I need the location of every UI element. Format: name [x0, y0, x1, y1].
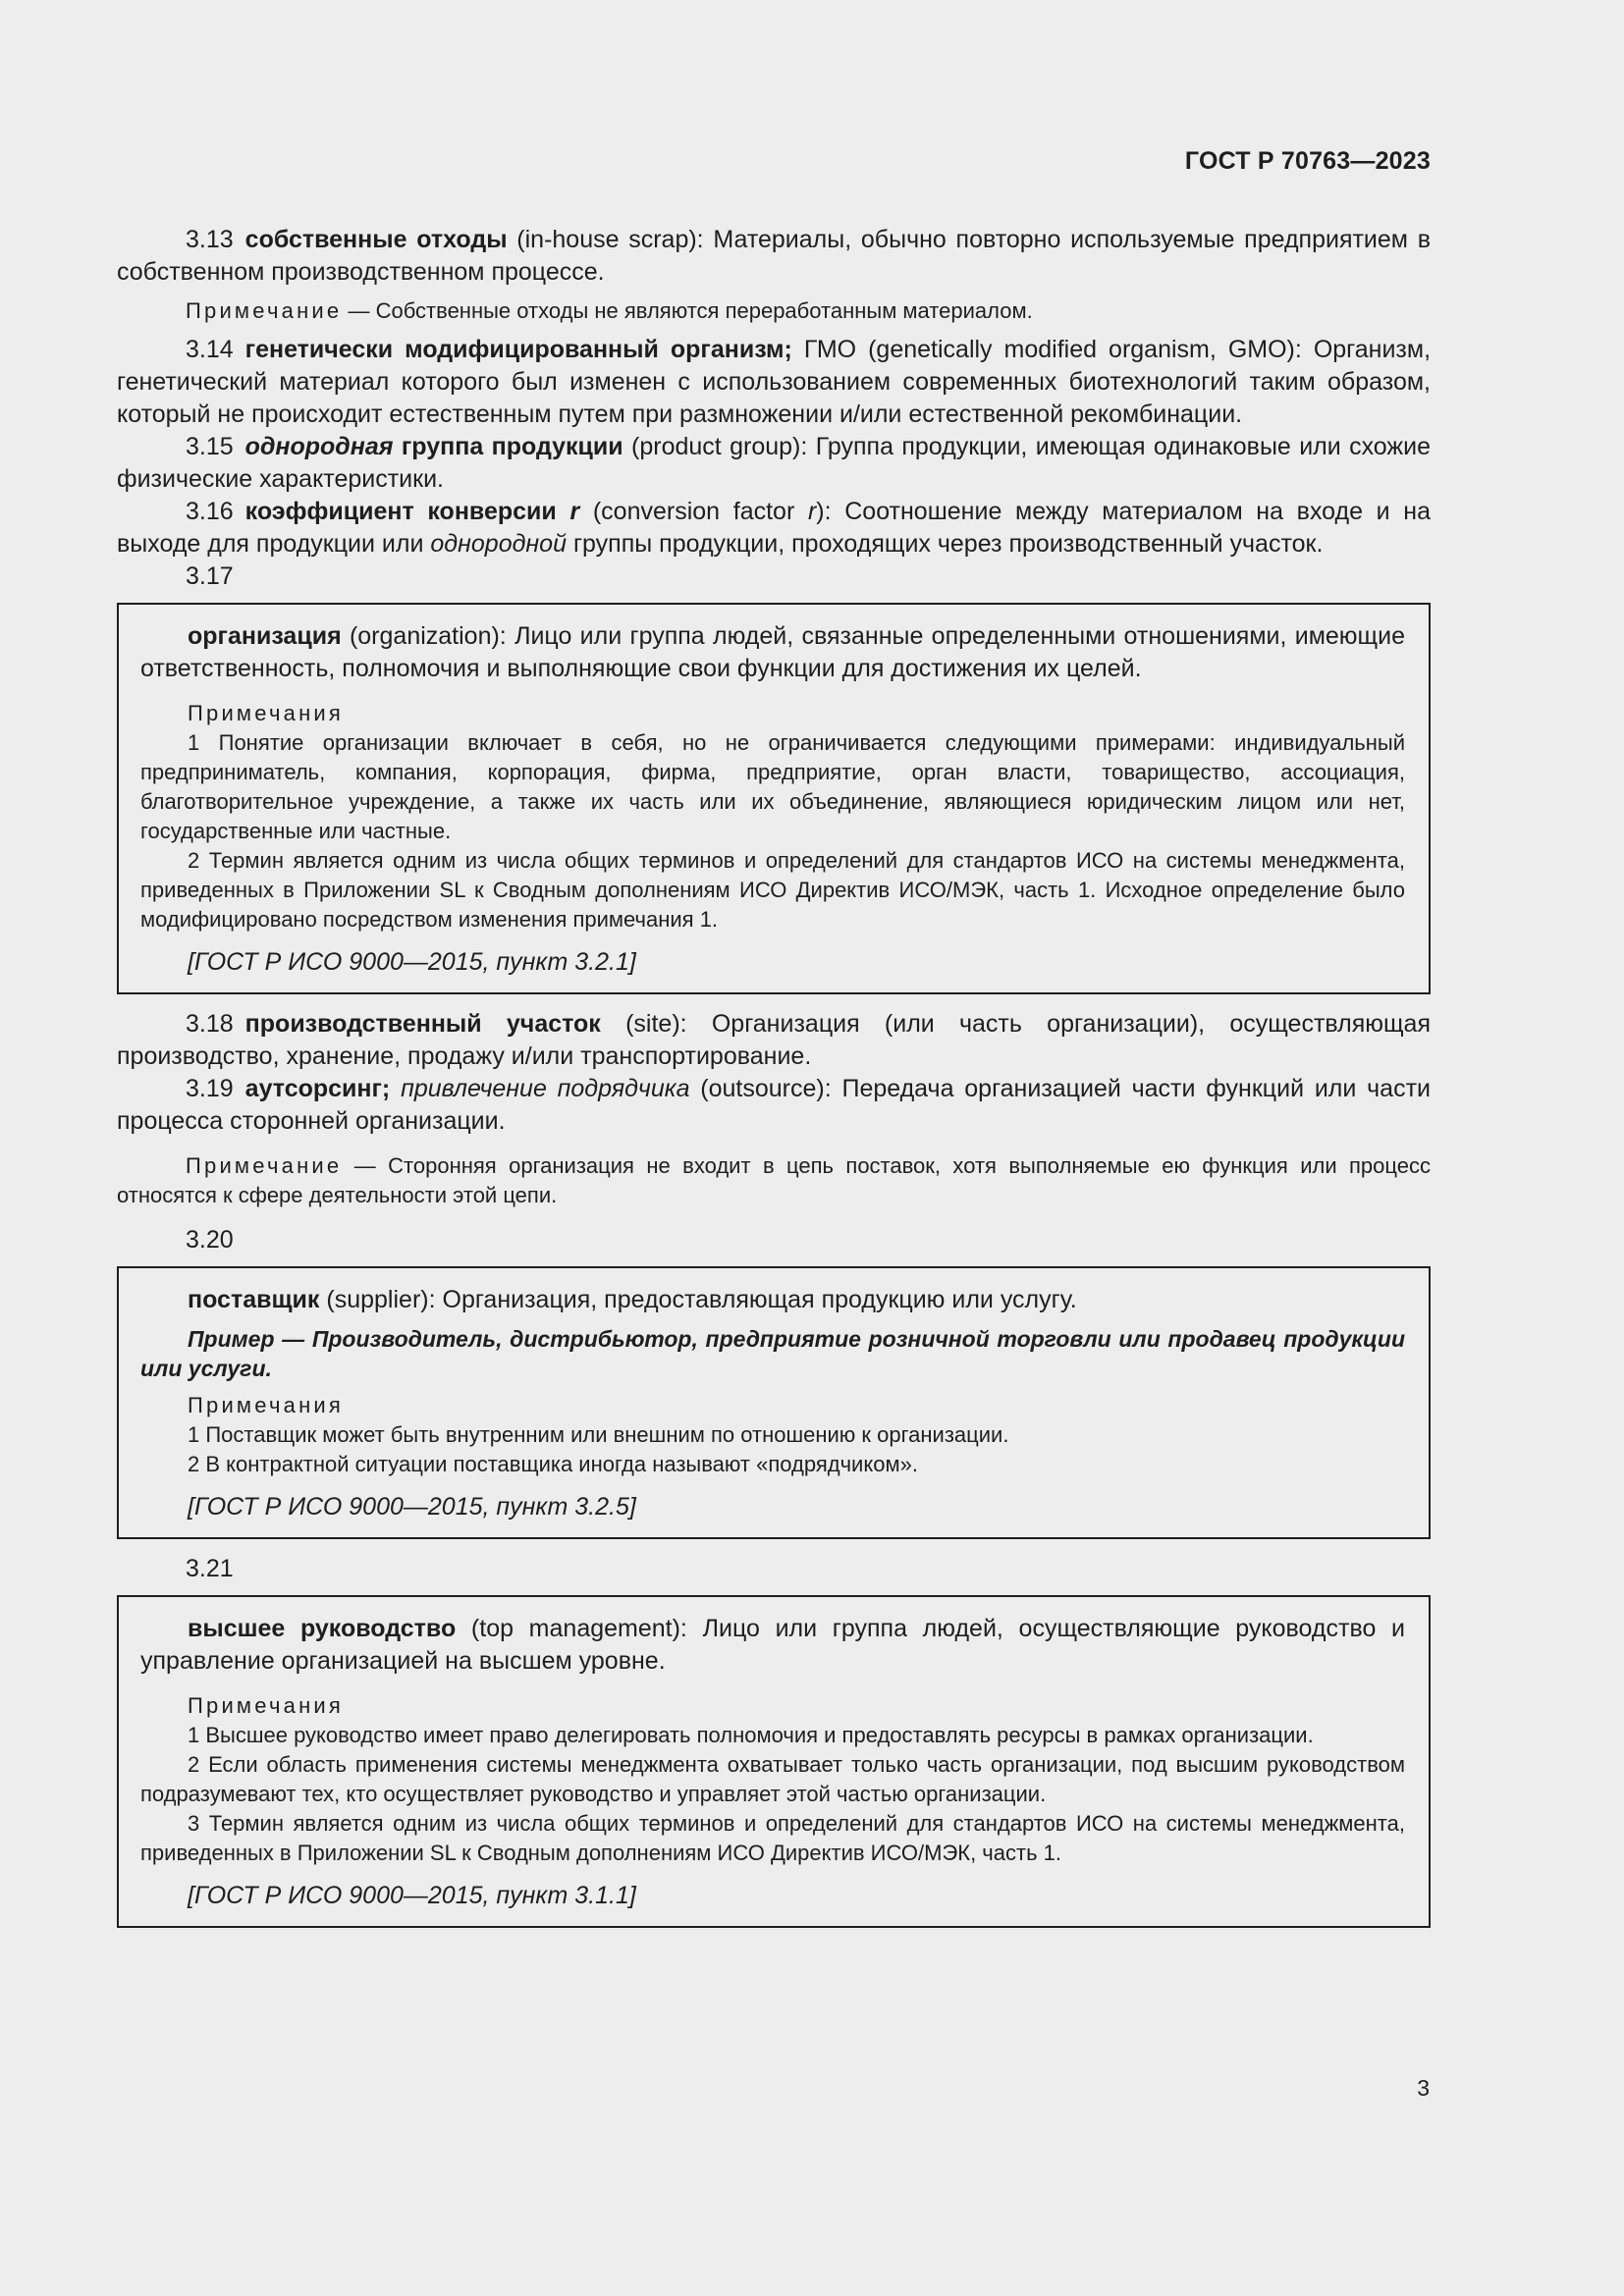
term-3-21 [140, 1613, 1405, 1678]
term-definition: Передача организацией части функций или части процесса сторонней организации. [117, 1075, 1431, 1135]
term-3-14 [117, 334, 1431, 431]
note-2: 2 Термин является одним из числа общих терминов и определений для стандартов ИСО на системы менеджмента, приведенных в Приложении SL к Сводным дополнениям ИСО Директив ИСО/МЭК, часть 1. Исходное определение было модифицировано посредством изменения примечания 1. [140, 848, 1405, 932]
term-3-20 [140, 1284, 1405, 1316]
term-definition: Лицо или группа людей, связанные определенными отношениями, имеющие ответственность, полномочия и выполняющие свои функции для достижения их целей. [140, 622, 1405, 682]
term-3-15 [117, 431, 1431, 496]
term-name: организация [188, 622, 342, 650]
term-3-17-number: 3.17 [186, 562, 234, 590]
term-name-italic: однородная [244, 433, 394, 460]
term-number: 3.15 [186, 433, 234, 460]
notes-label: Примечания [188, 701, 345, 725]
term-english: (outsource): [700, 1075, 832, 1102]
note-1: 1 Высшее руководство имеет право делегировать полномочия и предоставлять ресурсы в рамках организации. [188, 1723, 1314, 1747]
term-name: собственные отходы [244, 226, 508, 253]
term-3-21-number: 3.21 [186, 1555, 234, 1582]
term-definition: Организм, генетический материал которого был изменен с использованием современных биотехнологий таким образом, который не происходит естественным путем при размножении и/или естественной рекомбинации. [117, 336, 1432, 428]
term-definition: Организация (или часть организации), осуществляющая производство, хранение, продажу и/или транспортирование. [117, 1010, 1431, 1070]
source-reference: [ГОСТ Р ИСО 9000—2015, пункт 3.1.1] [188, 1882, 636, 1909]
term-3-21-box [117, 1595, 1431, 1928]
note-3: 3 Термин является одним из числа общих терминов и определений для стандартов ИСО на системы менеджмента, приведенных в Приложении SL к Сводным дополнениям ИСО Директив ИСО/МЭК, часть 1. [140, 1811, 1405, 1865]
term-number: 3.16 [186, 498, 234, 525]
term-definition-italic: однородной [430, 530, 567, 558]
term-name: коэффициент конверсии [244, 498, 557, 525]
term-name: поставщик [188, 1286, 320, 1313]
term-english: ГМО (genetically modified organism, GMO): [803, 336, 1302, 363]
term-definition: Лицо или группа людей, осуществляющие руководство и управление организацией на высшем уровне. [140, 1615, 1405, 1675]
term-english: (product group): [631, 433, 808, 460]
term-english-symbol: r [807, 498, 817, 525]
note-label: Примечание [186, 298, 343, 323]
note-text: — Сторонняя организация не входит в цепь поставок, хотя выполняемые ею функция или процесс относятся к сфере деятельности этой цепи. [117, 1153, 1431, 1207]
example: Пример — Производитель, дистрибьютор, предприятие розничной торговли или продавец продукции или услуги. [140, 1326, 1405, 1381]
term-number: 3.13 [186, 226, 234, 253]
term-number: 3.19 [186, 1075, 234, 1102]
term-3-20-number: 3.20 [186, 1226, 234, 1254]
term-english: (conversion factor [592, 498, 795, 525]
term-name: группа продукции [401, 433, 623, 460]
note-label: Примечание [186, 1153, 343, 1178]
term-english-end: ): [816, 498, 832, 525]
term-number: 3.14 [186, 336, 234, 363]
note-3-19 [117, 1151, 1431, 1210]
term-english: (in-house scrap): [516, 226, 704, 253]
term-name: аутсорсинг; [244, 1075, 391, 1102]
term-3-13 [117, 224, 1431, 289]
term-3-17 [140, 620, 1405, 685]
term-english: (organization): [349, 622, 507, 650]
term-definition: Материалы, обычно повторно используемые предприятием в собственном производственном процессе. [117, 226, 1431, 286]
note-text: — Собственные отходы не являются переработанным материалом. [348, 298, 1033, 323]
term-synonym: привлечение подрядчика [401, 1075, 690, 1102]
term-english: (supplier): [326, 1286, 436, 1313]
term-3-18 [117, 1008, 1431, 1073]
page-number: 3 [1417, 2075, 1430, 2101]
term-definition: Организация, предоставляющая продукцию или услугу. [442, 1286, 1077, 1313]
note-1: 1 Понятие организации включает в себя, но не ограничивается следующими примерами: индивидуальный предприниматель, компания, корпорация, фирма, предприятие, орган власти, товарищество, ассоциация, благотворительное учреждение, а также их часть или их объединение, являющиеся юридическим лицом или нет, государственные или частные. [140, 730, 1405, 843]
term-3-17-box [117, 603, 1431, 994]
note-2: 2 В контрактной ситуации поставщика иногда называют «подрядчиком». [188, 1452, 918, 1476]
term-definition: Группа продукции, имеющая одинаковые или схожие физические характеристики. [117, 433, 1432, 493]
term-english: (top management): [470, 1615, 687, 1642]
term-name: генетически модифицированный организм; [244, 336, 792, 363]
terms-section [117, 224, 1431, 1942]
term-name: производственный участок [244, 1010, 601, 1038]
notes-label: Примечания [188, 1393, 345, 1417]
term-english: (site): [625, 1010, 687, 1038]
standard-designation: ГОСТ Р 70763—2023 [1184, 147, 1431, 175]
term-3-20-box [117, 1266, 1431, 1539]
term-3-16 [117, 496, 1431, 561]
note-2: 2 Если область применения системы менеджмента охватывает только часть организации, под высшим руководством подразумевают тех, кто осуществляет руководство и управляет этой частью организации. [140, 1752, 1405, 1806]
source-reference: [ГОСТ Р ИСО 9000—2015, пункт 3.2.1] [188, 948, 636, 976]
source-reference: [ГОСТ Р ИСО 9000—2015, пункт 3.2.5] [188, 1493, 636, 1521]
notes-label: Примечания [188, 1693, 345, 1718]
term-3-19 [117, 1073, 1431, 1138]
note-3-13 [117, 296, 1431, 326]
term-symbol: r [569, 498, 580, 525]
term-number: 3.18 [186, 1010, 234, 1038]
term-name: высшее руководство [188, 1615, 457, 1642]
term-definition: Соотношение между материалом на входе и на выходе для продукции или [117, 498, 1432, 558]
term-definition-end: группы продукции, проходящих через производственный участок. [572, 530, 1324, 558]
note-1: 1 Поставщик может быть внутренним или внешним по отношению к организации. [188, 1422, 1009, 1447]
